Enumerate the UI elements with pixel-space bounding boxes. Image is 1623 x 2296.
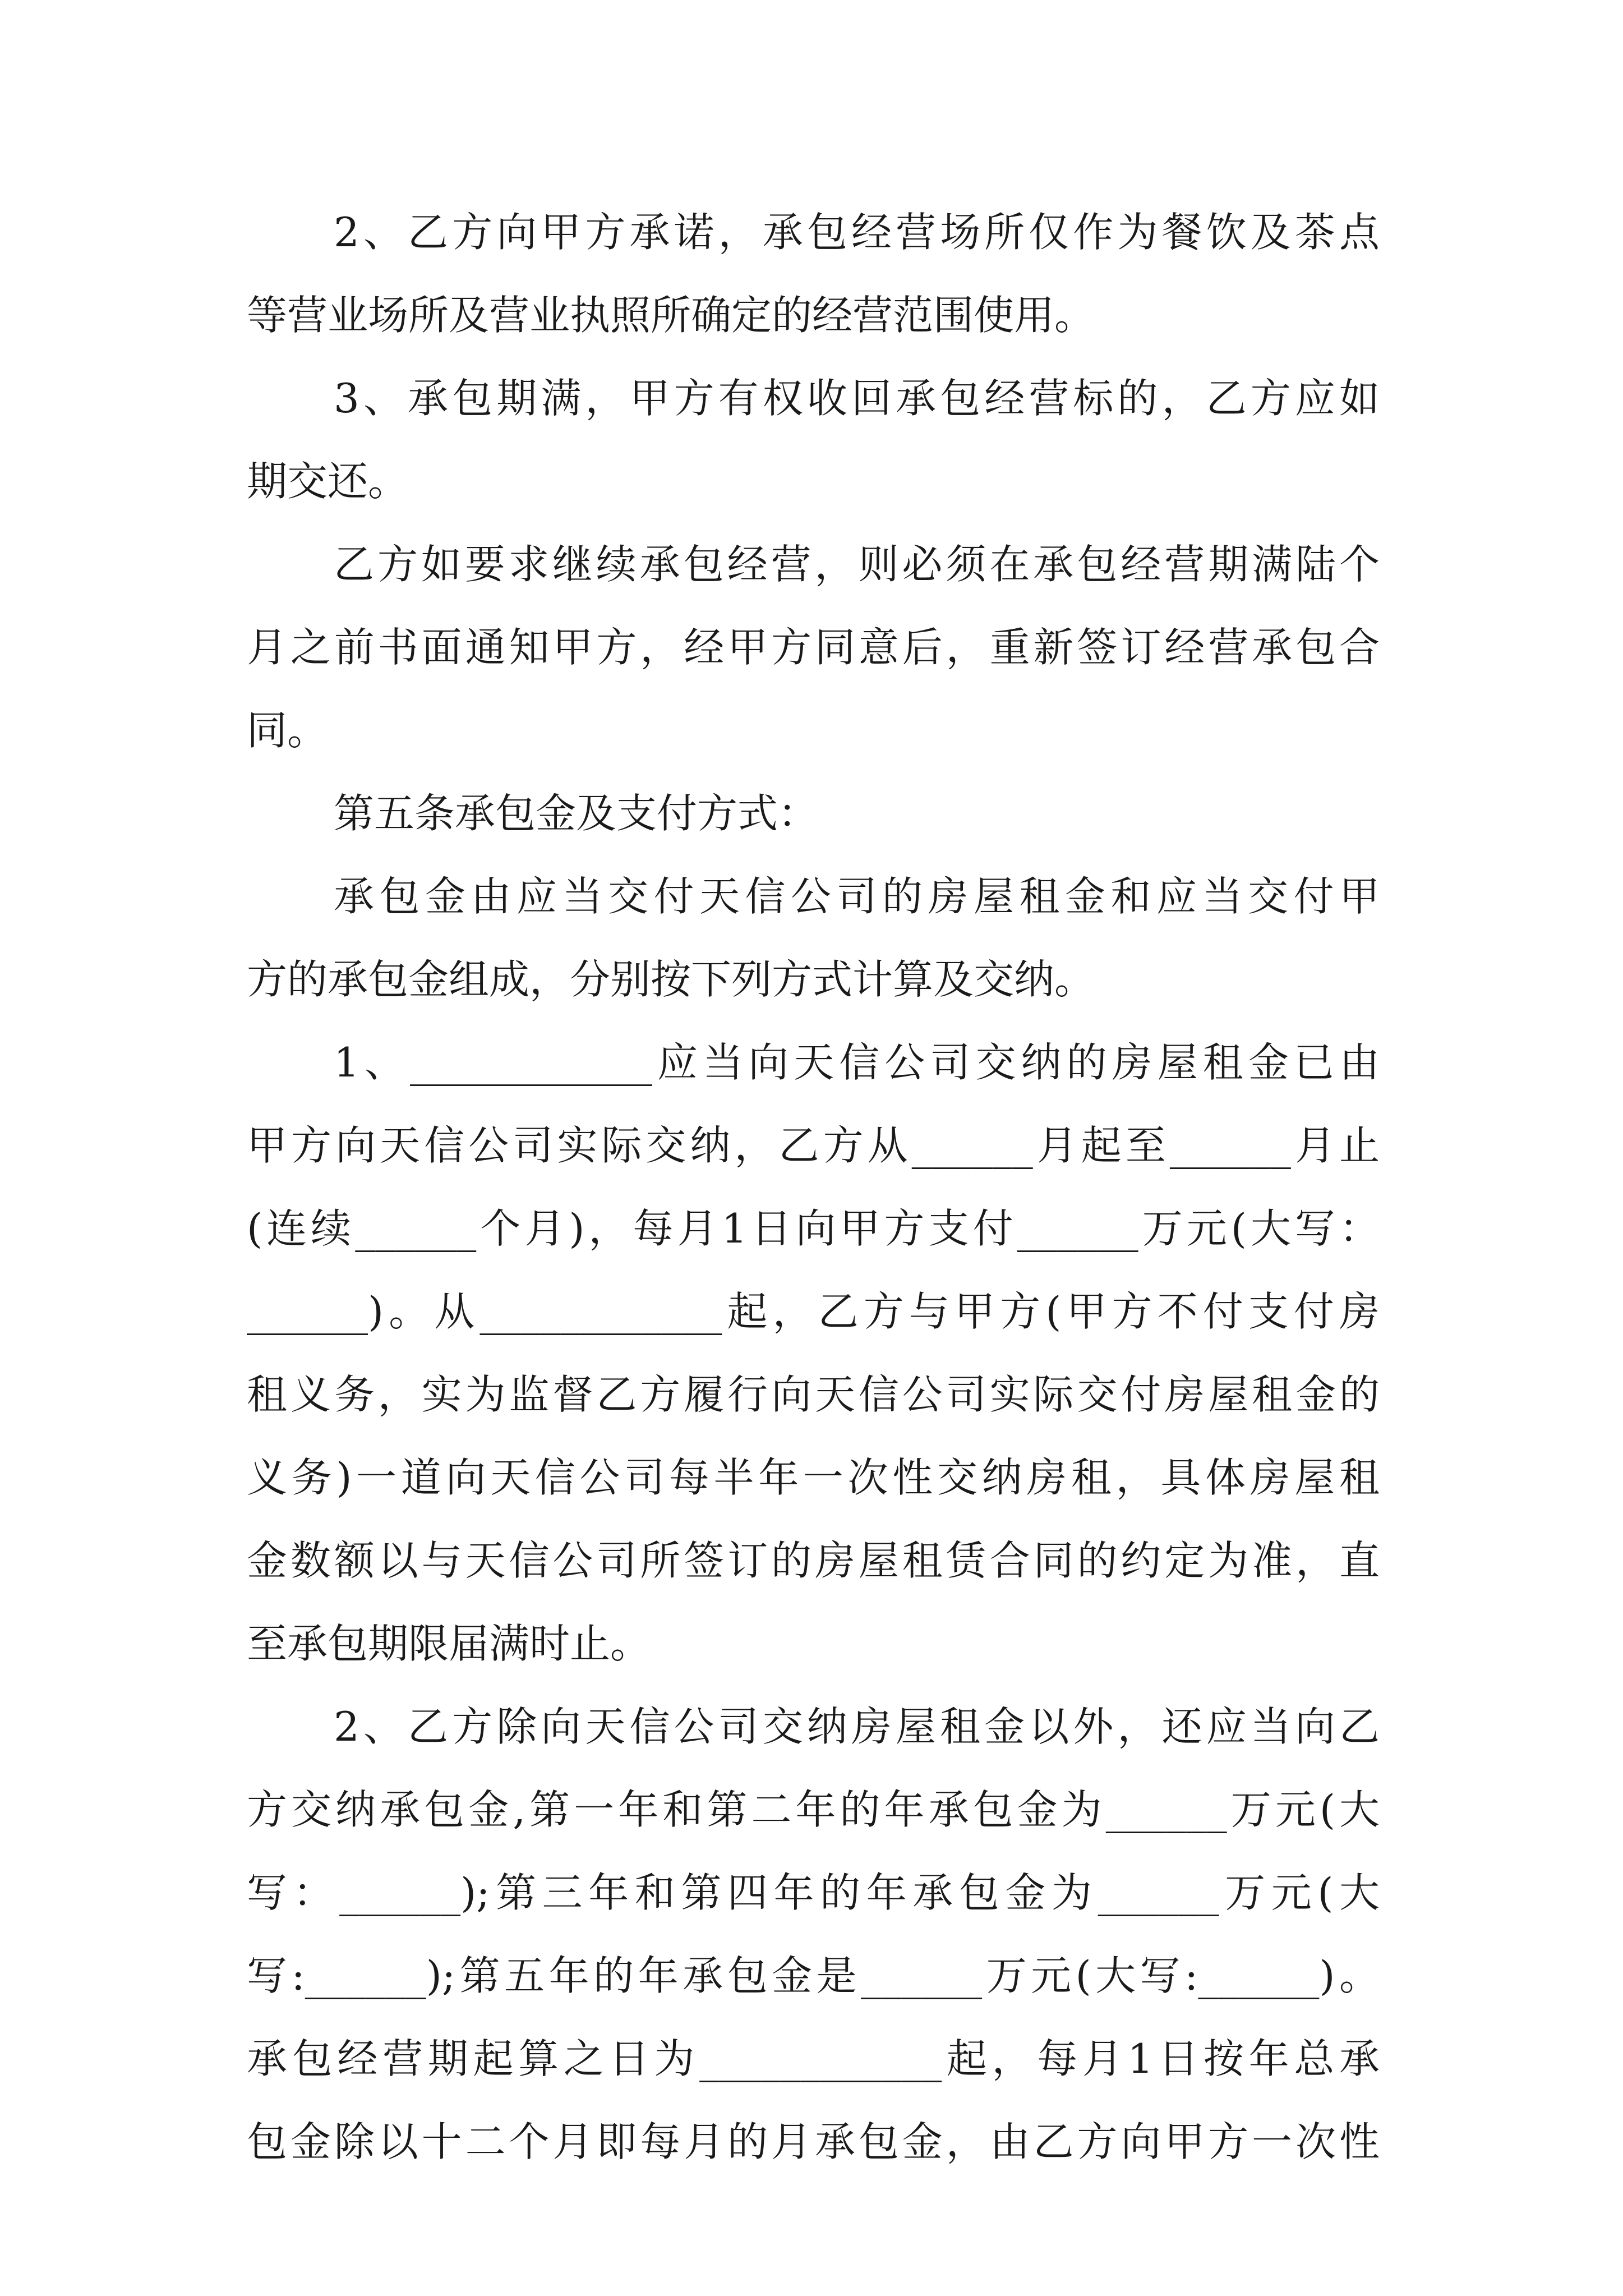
paragraph-line: 方交纳承包金,第一年和第二年的年承包金为______万元(大	[247, 1786, 1380, 1833]
paragraph-line: 期交还。	[247, 458, 409, 505]
paragraph-line: 乙方如要求继续承包经营，则必须在承包经营期满陆个	[334, 541, 1380, 588]
paragraph-line: ______)。从____________起，乙方与甲方(甲方不付支付房	[247, 1288, 1380, 1335]
paragraph-line: 方的承包金组成，分别按下列方式计算及交纳。	[247, 956, 1095, 1003]
paragraph-line: 3、承包期满，甲方有权收回承包经营标的，乙方应如	[334, 375, 1380, 422]
paragraph-line: 包金除以十二个月即每月的月承包金，由乙方向甲方一次性	[247, 2118, 1380, 2165]
paragraph-line: 甲方向天信公司实际交纳，乙方从______月起至______月止	[247, 1122, 1380, 1169]
paragraph-line: 至承包期限届满时止。	[247, 1620, 651, 1667]
paragraph-line: 租义务，实为监督乙方履行向天信公司实际交付房屋租金的	[247, 1371, 1380, 1418]
paragraph-line: 2、乙方除向天信公司交纳房屋租金以外，还应当向乙	[334, 1703, 1380, 1750]
paragraph-line: 2、乙方向甲方承诺，承包经营场所仅作为餐饮及茶点	[334, 209, 1380, 256]
paragraph-line: 月之前书面通知甲方，经甲方同意后，重新签订经营承包合	[247, 624, 1380, 671]
paragraph-line: 1、____________应当向天信公司交纳的房屋租金已由	[334, 1039, 1380, 1086]
section-heading: 第五条承包金及支付方式：	[334, 790, 819, 837]
paragraph-line: 义务)一道向天信公司每半年一次性交纳房租，具体房屋租	[247, 1454, 1380, 1501]
paragraph-line: 等营业场所及营业执照所确定的经营范围使用。	[247, 292, 1095, 339]
paragraph-line: 写:______);第五年的年承包金是______万元(大写:______)。	[247, 1952, 1380, 1999]
paragraph-line: 金数额以与天信公司所签订的房屋租赁合同的约定为准，直	[247, 1537, 1380, 1584]
paragraph-line: 同。	[247, 707, 328, 754]
paragraph-line: 承包经营期起算之日为____________起，每月1日按年总承	[247, 2035, 1380, 2082]
paragraph-line: 写：______);第三年和第四年的年承包金为______万元(大	[247, 1869, 1380, 1916]
paragraph-line: (连续______个月)，每月1日向甲方支付______万元(大写：	[247, 1205, 1380, 1252]
paragraph-line: 承包金由应当交付天信公司的房屋租金和应当交付甲	[334, 873, 1380, 920]
